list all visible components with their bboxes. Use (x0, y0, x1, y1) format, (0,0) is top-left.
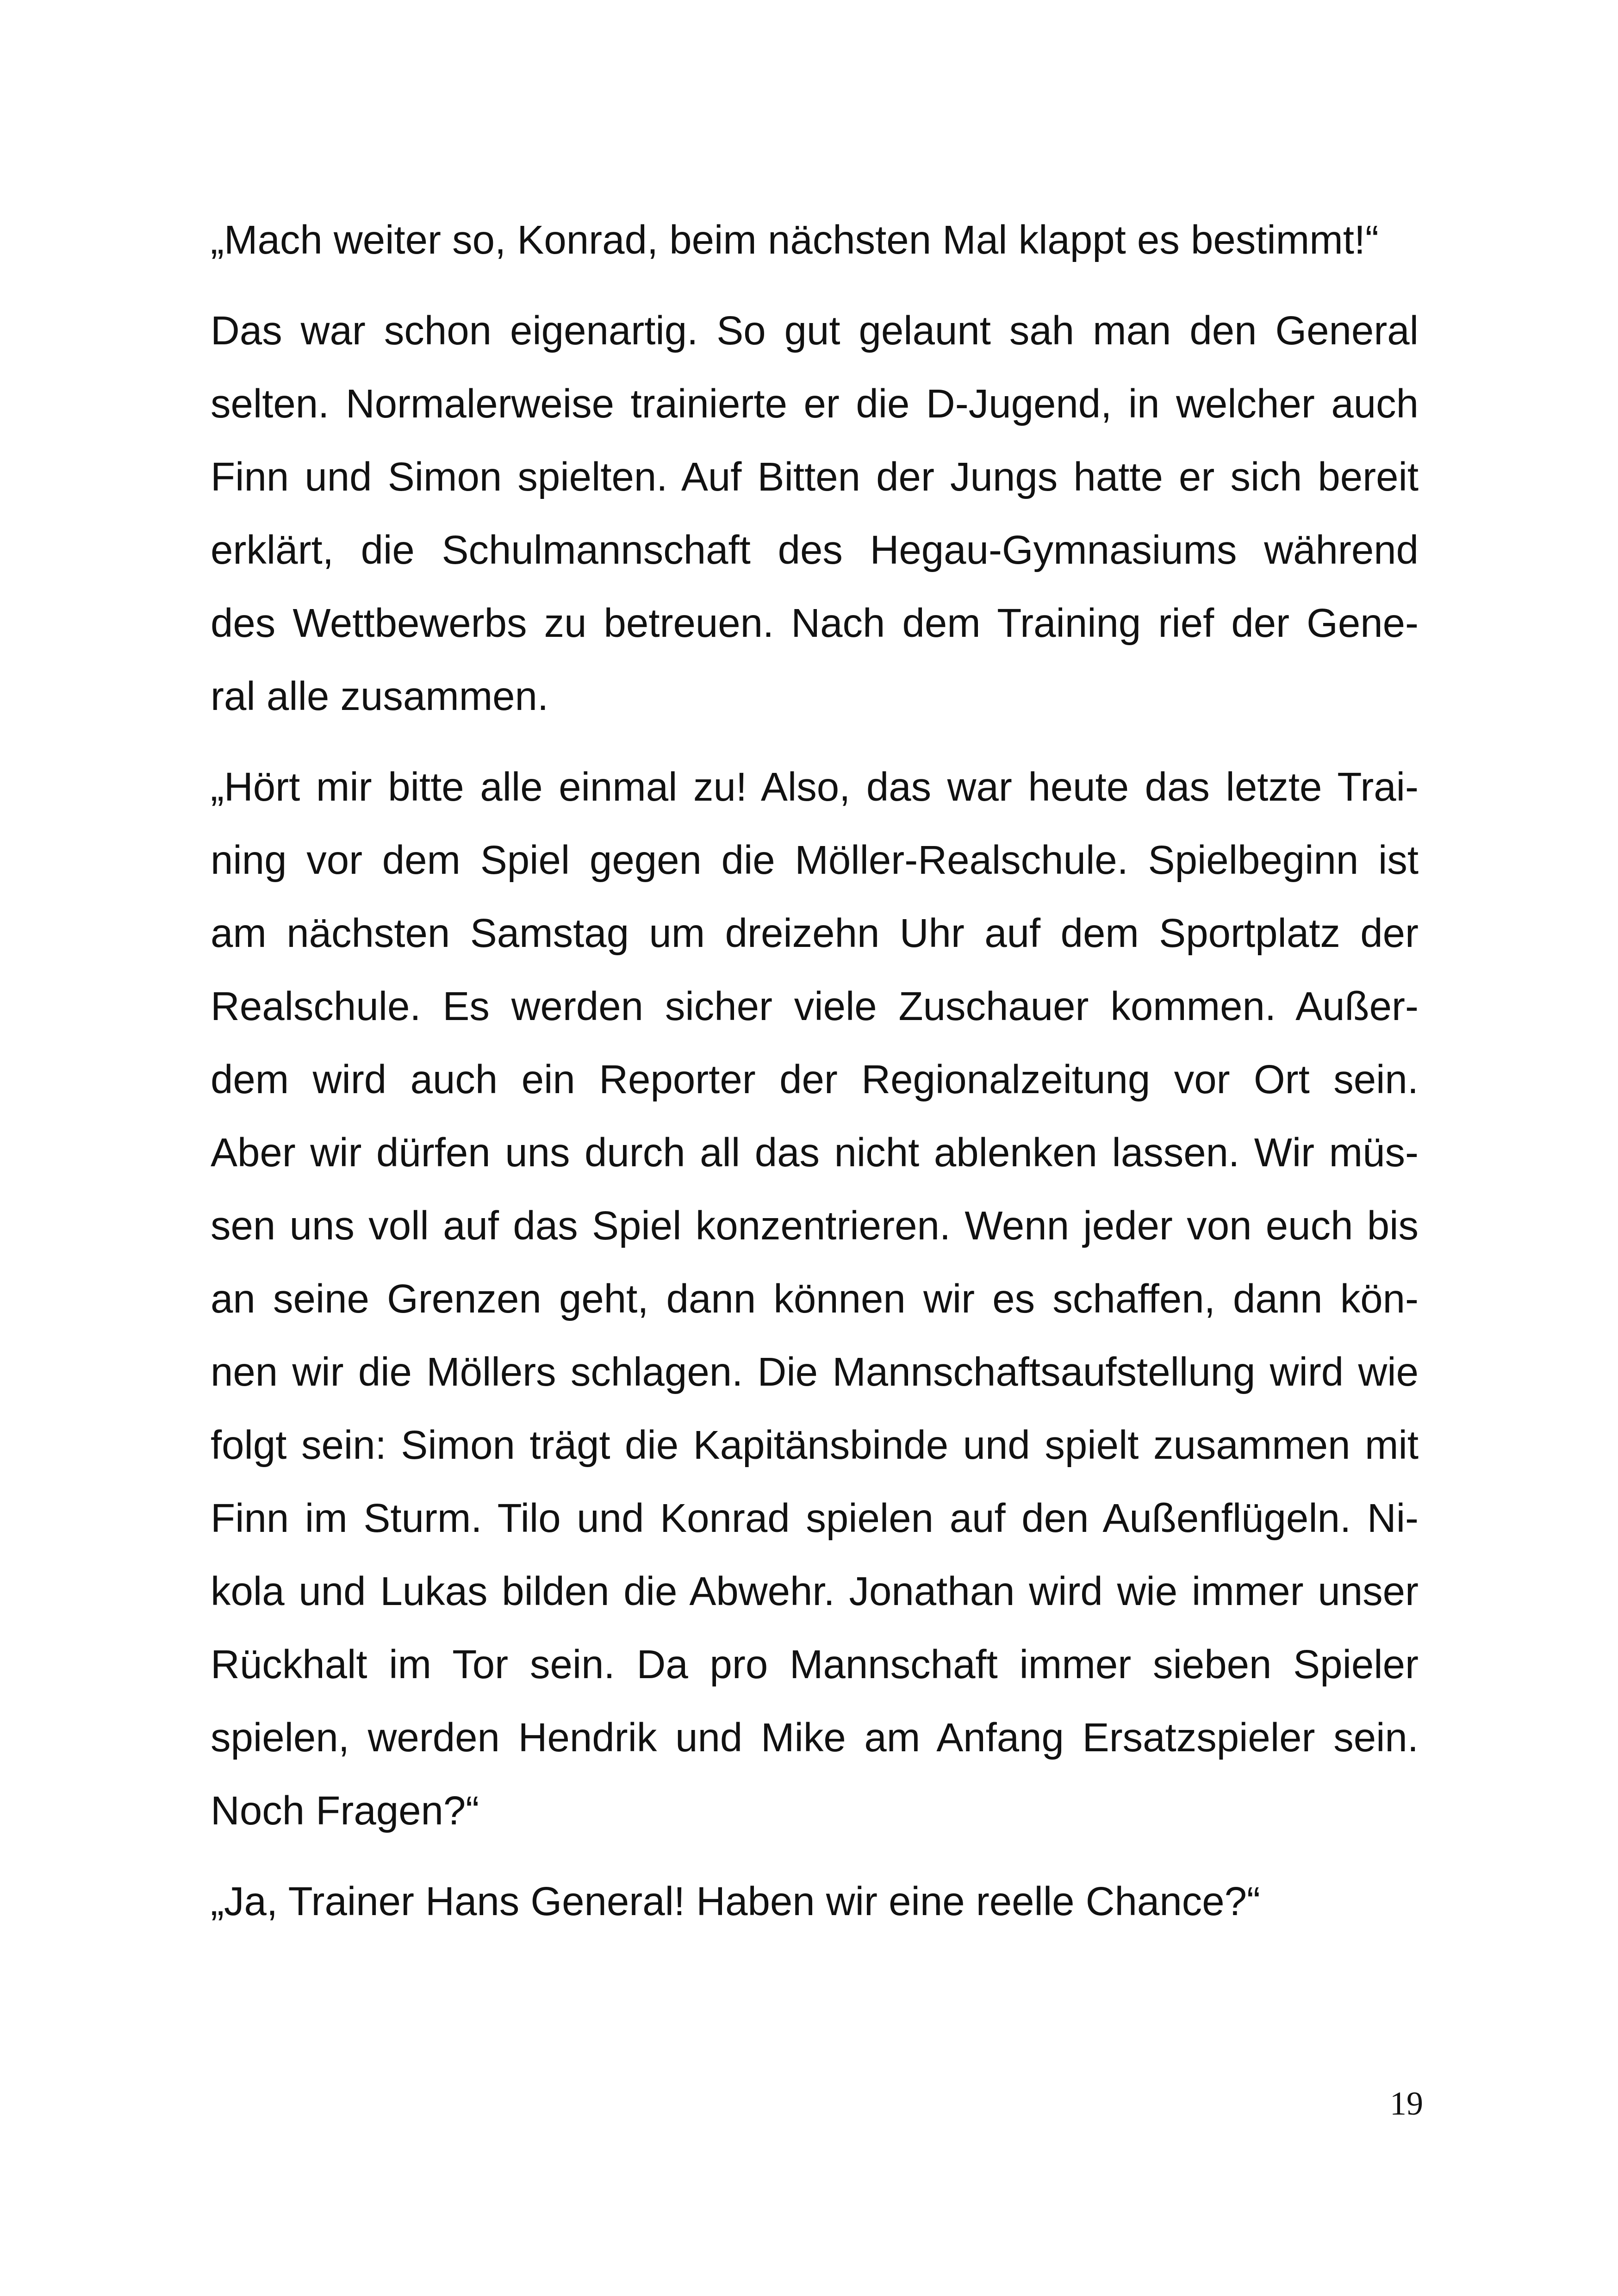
text-line: nen wir die Möllers schlagen. Die Mannschaftsaufstellung wird wie (211, 1350, 1419, 1394)
body-text (211, 204, 1419, 1956)
text-line: ning vor dem Spiel gegen die Möller-Realschule. Spielbeginn ist (211, 838, 1419, 883)
text-line: kola und Lukas bilden die Abwehr. Jonathan wird wie immer unser (211, 1569, 1419, 1614)
text-line: „Mach weiter so, Konrad, beim nächsten Mal klappt es bestimmt!“ (211, 218, 1379, 262)
text-line: Das war schon eigenartig. So gut gelaunt sah man den General (211, 308, 1419, 353)
text-line: an seine Grenzen geht, dann können wir es schaffen, dann kön- (211, 1276, 1419, 1321)
text-line: „Hört mir bitte alle einmal zu! Also, das war heute das letzte Trai- (211, 765, 1419, 809)
text-line: spielen, werden Hendrik und Mike am Anfang Ersatzspieler sein. (211, 1715, 1419, 1760)
paragraph (211, 751, 1419, 1848)
text-line: des Wettbewerbs zu betreuen. Nach dem Training rief der Gene- (211, 601, 1419, 646)
text-line: Finn und Simon spielten. Auf Bitten der Jungs hatte er sich bereit (211, 454, 1419, 499)
text-line: folgt sein: Simon trägt die Kapitänsbinde und spielt zusammen mit (211, 1423, 1419, 1468)
page-number: 19 (1390, 2085, 1423, 2122)
text-line: Finn im Sturm. Tilo und Konrad spielen auf den Außenflügeln. Ni- (211, 1496, 1419, 1541)
text-line: dem wird auch ein Reporter der Regionalzeitung vor Ort sein. (211, 1057, 1419, 1102)
paragraph (211, 204, 1419, 277)
paragraph (211, 1865, 1419, 1938)
paragraph (211, 294, 1419, 733)
text-line: Aber wir dürfen uns durch all das nicht ablenken lassen. Wir müs- (211, 1130, 1419, 1175)
text-line: am nächsten Samstag um dreizehn Uhr auf dem Sportplatz der (211, 911, 1419, 956)
text-line: „Ja, Trainer Hans General! Haben wir eine reelle Chance?“ (211, 1879, 1260, 1924)
text-line: selten. Normalerweise trainierte er die D-Jugend, in welcher auch (211, 381, 1419, 426)
text-line: ral alle zusammen. (211, 674, 549, 719)
text-line: sen uns voll auf das Spiel konzentrieren. Wenn jeder von euch bis (211, 1203, 1419, 1248)
text-line: Rückhalt im Tor sein. Da pro Mannschaft immer sieben Spieler (211, 1642, 1419, 1687)
text-line: Realschule. Es werden sicher viele Zuschauer kommen. Außer- (211, 984, 1419, 1029)
text-line: Noch Fragen?“ (211, 1788, 479, 1833)
text-line: erklärt, die Schulmannschaft des Hegau-Gymnasiums während (211, 528, 1419, 572)
